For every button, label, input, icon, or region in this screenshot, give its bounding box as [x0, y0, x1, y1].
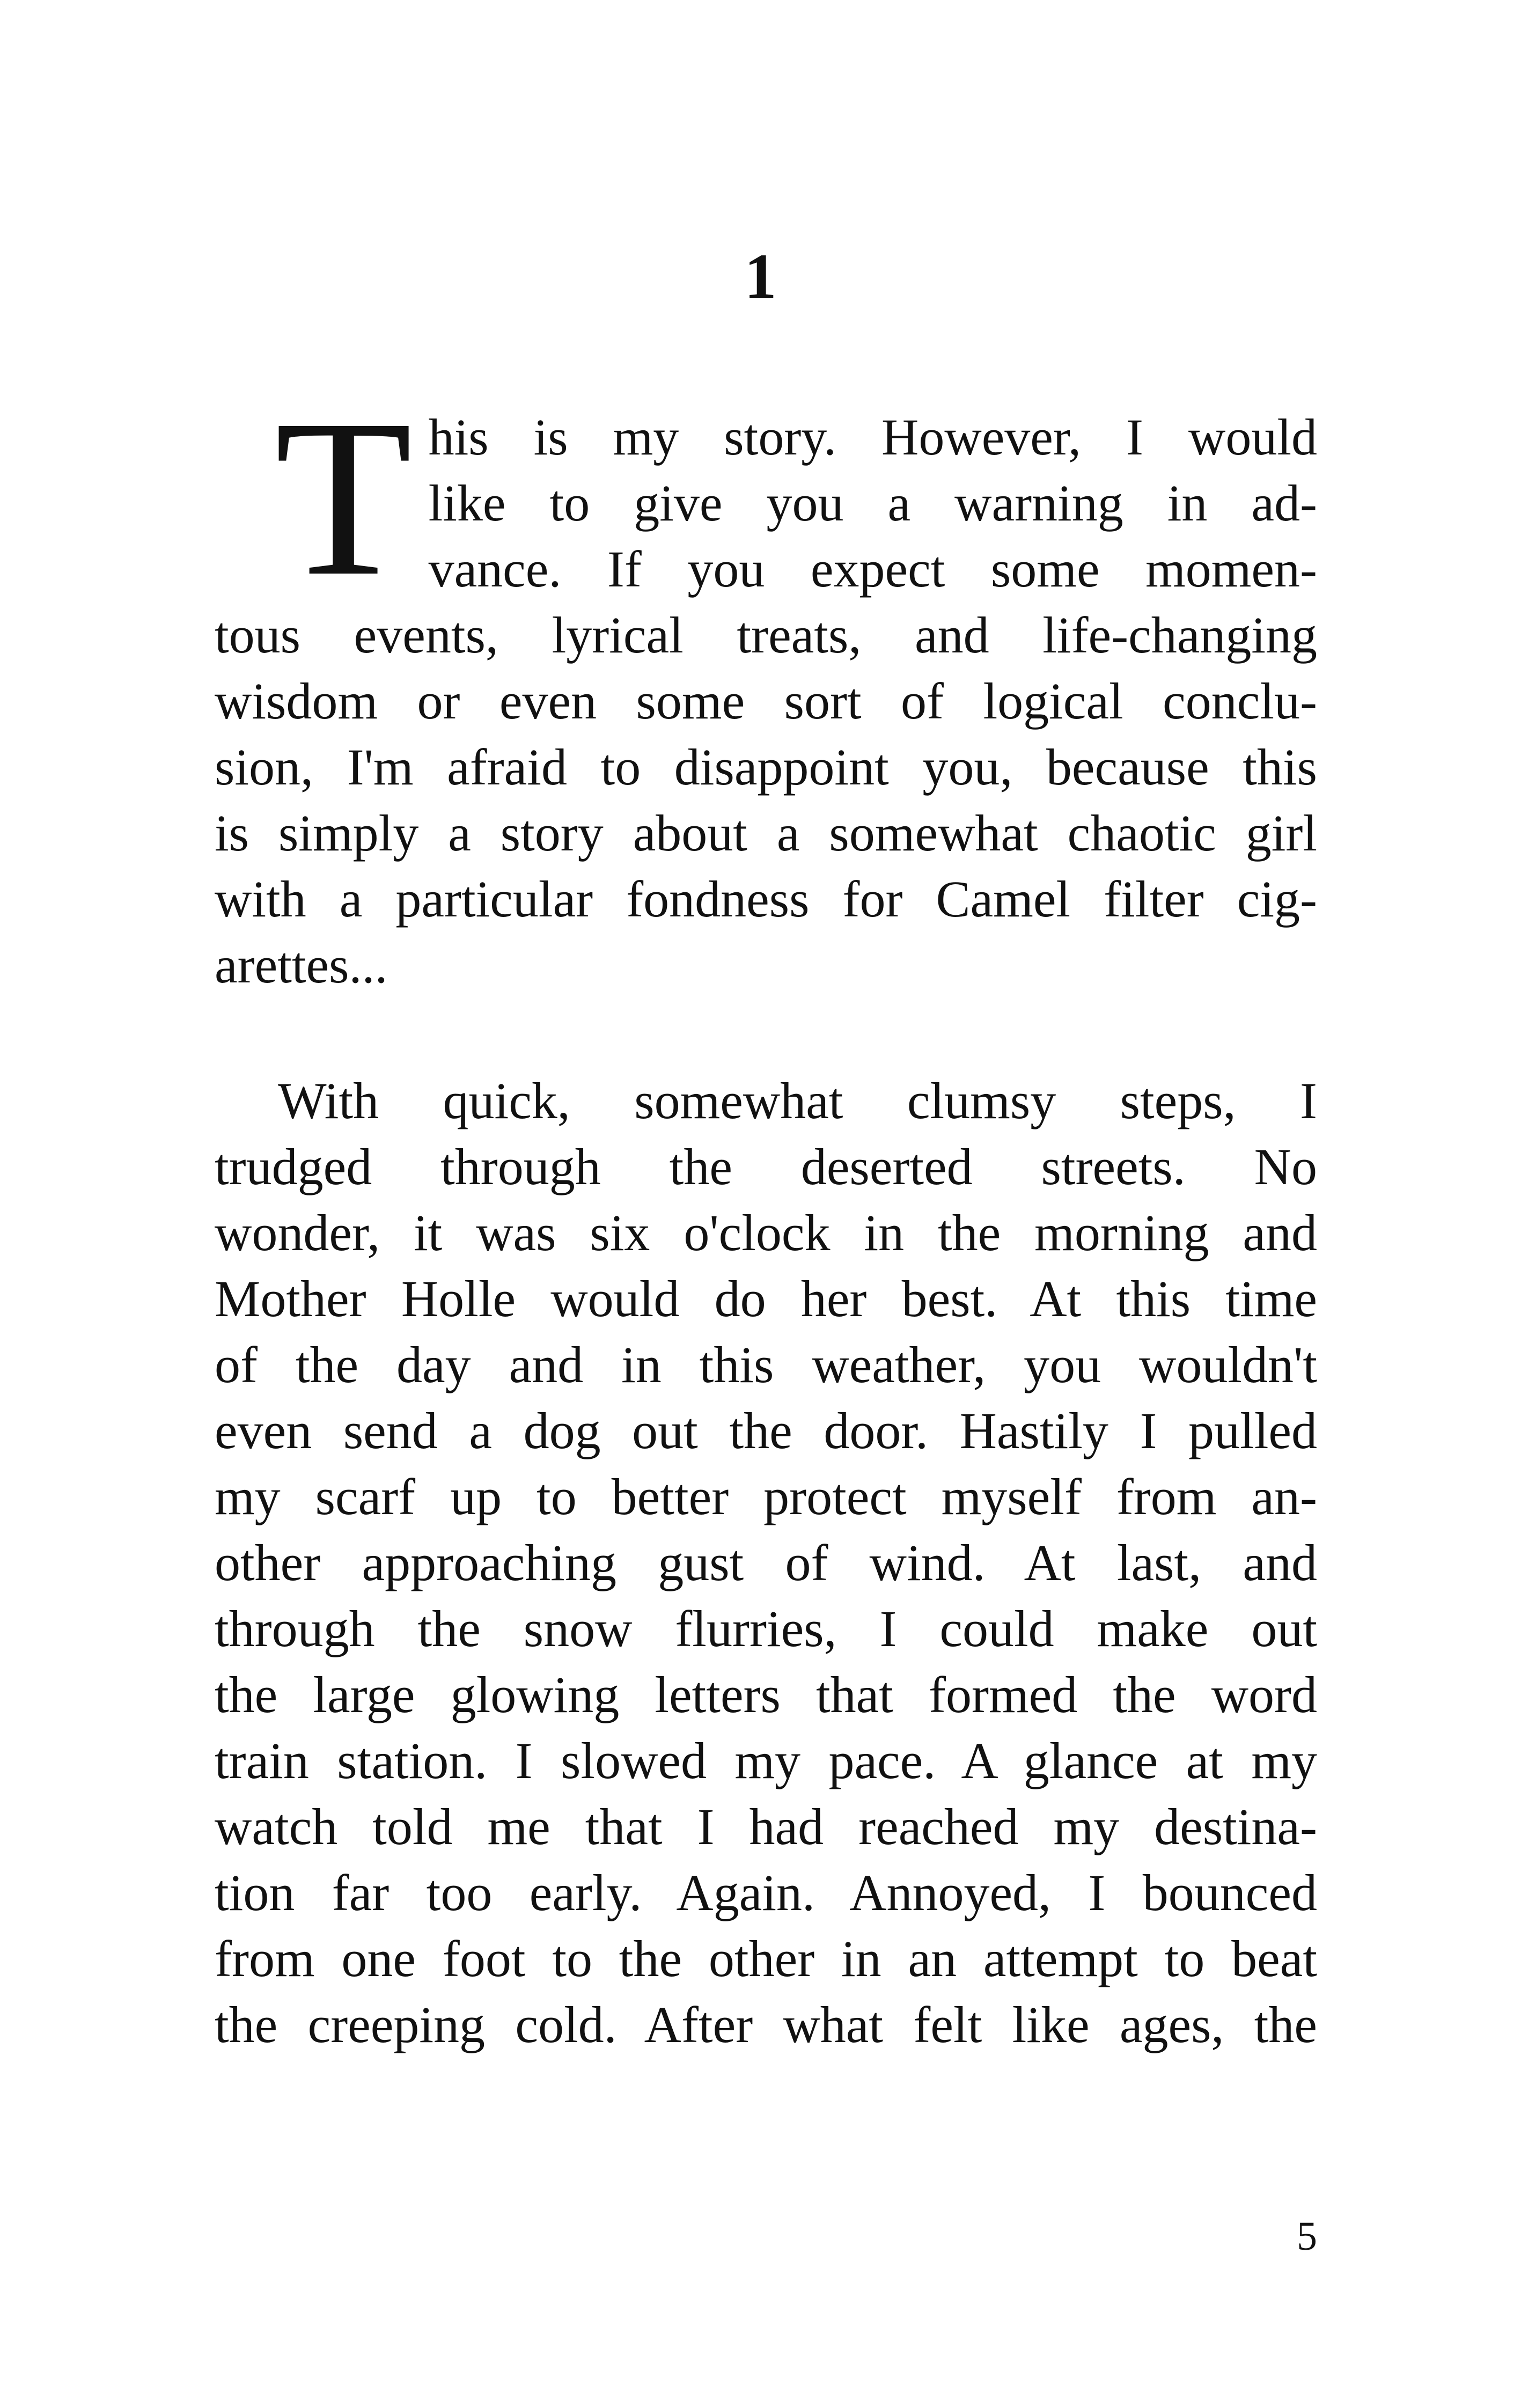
opening-paragraph: [215, 373, 1317, 998]
text-line: of the day and in this weather, you wouldn't: [215, 1336, 1317, 1393]
page-number: 5: [1297, 2214, 1317, 2259]
text-line: other approaching gust of wind. At last, and: [215, 1534, 1317, 1591]
text-line: wonder, it was six o'clock in the morning and: [215, 1204, 1317, 1261]
text-line: is simply a story about a somewhat chaotic girl: [215, 804, 1317, 862]
text-line: through the snow flurries, I could make out: [215, 1600, 1317, 1657]
text-line: from one foot to the other in an attempt to beat: [215, 1930, 1317, 1987]
text-line: wisdom or even some sort of logical conclu-: [215, 672, 1317, 730]
text-line: watch told me that I had reached my destina-: [215, 1798, 1317, 1855]
text-line: arettes...: [215, 936, 388, 994]
text-line: even send a dog out the door. Hastily I pulled: [215, 1402, 1317, 1459]
text-line: with a particular fondness for Camel filter cig-: [215, 870, 1317, 928]
text-line: vance. If you expect some momen-: [428, 540, 1317, 598]
second-paragraph: [215, 1068, 1317, 2058]
drop-cap: T: [275, 373, 413, 622]
text-line: his is my story. However, I would: [428, 408, 1317, 466]
text-line: the large glowing letters that formed the word: [215, 1666, 1317, 1723]
text-line: like to give you a warning in ad-: [428, 474, 1317, 532]
text-line: my scarf up to better protect myself from an-: [215, 1468, 1317, 1525]
text-line: sion, I'm afraid to disappoint you, because this: [215, 738, 1317, 796]
text-line: the creeping cold. After what felt like ages, the: [215, 1996, 1317, 2053]
text-line: tion far too early. Again. Annoyed, I bounced: [215, 1864, 1317, 1921]
text-line: tous events, lyrical treats, and life-changing: [215, 606, 1317, 664]
text-line: With quick, somewhat clumsy steps, I: [278, 1072, 1317, 1129]
text-line: trudged through the deserted streets. No: [215, 1138, 1317, 1195]
text-line: train station. I slowed my pace. A glance at my: [215, 1732, 1317, 1789]
chapter-number: 1: [744, 240, 777, 312]
text-line: Mother Holle would do her best. At this time: [215, 1270, 1317, 1327]
